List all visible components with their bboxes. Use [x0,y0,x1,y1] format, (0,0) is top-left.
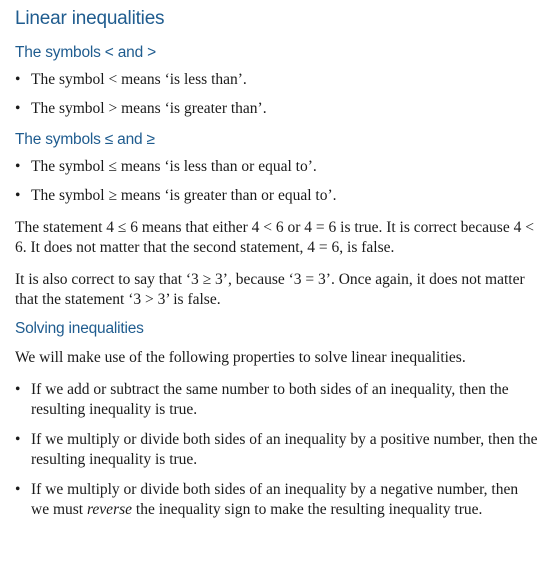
bullet-icon: • [15,431,21,448]
bullet-icon: • [15,71,21,88]
page-title: Linear inequalities [15,8,165,29]
list-item: • If we multiply or divide both sides of an inequality by a positive number, then the resulting inequality is true. [15,431,538,468]
list-item: • The symbol < means ‘is less than’. [15,71,247,88]
bullet-list-le-ge [15,157,538,206]
bullet-icon: • [15,158,21,175]
list-item: • The symbol > means ‘is greater than’. [15,100,267,117]
bullet-list-properties [15,380,538,520]
list-item: • The symbol ≤ means ‘is less than or equal to’. [15,158,317,175]
paragraph-statement-4-le-6: The statement 4 ≤ 6 means that either 4 < 6 or 4 = 6 is true. It is correct because 4 < 6. It does not matter that the second statement, 4 = 6, is false. [15,219,534,256]
paragraph-solving-intro: We will make use of the following properties to solve linear inequalities. [15,349,466,366]
bullet-icon: • [15,481,21,498]
section-heading-solving: Solving inequalities [15,320,144,337]
section-heading-le-ge: The symbols ≤ and ≥ [15,131,155,148]
list-item: • If we add or subtract the same number to both sides of an inequality, then the resulting inequality is true. [15,381,509,418]
bullet-list-lt-gt [15,70,538,119]
bullet-icon: • [15,381,21,398]
list-item: • The symbol ≥ means ‘is greater than or equal to’. [15,187,337,204]
paragraph-statement-3-ge-3: It is also correct to say that ‘3 ≥ 3’, because ‘3 = 3’. Once again, it does not matter that the statement ‘3 > 3’ is false. [15,271,525,308]
bullet-icon: • [15,100,21,117]
list-item: • If we multiply or divide both sides of an inequality by a negative number, then we must reverse the inequality sign to make the resulting inequality true. [15,481,519,518]
emphasis-reverse: reverse [86,501,133,518]
bullet-icon: • [15,187,21,204]
section-heading-lt-gt: The symbols < and > [15,44,156,61]
